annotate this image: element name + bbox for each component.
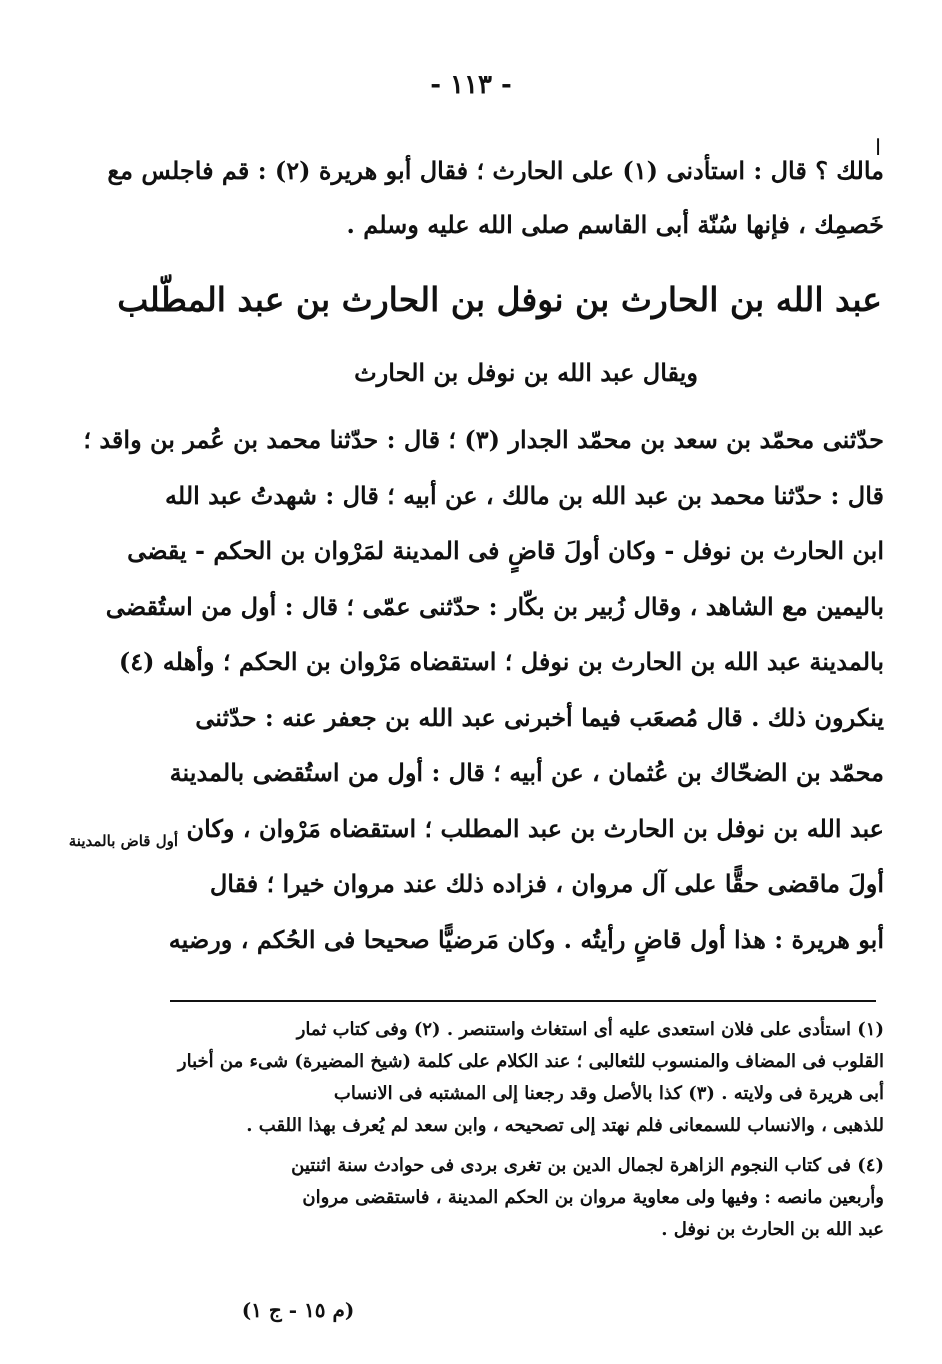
footnote-line: (١) استأدى على فلان استعدى عليه أى استغاث واستنصر . (٢) وفى كتاب ثمار xyxy=(296,1019,884,1040)
text-line: قال : حدّثنا محمد بن عبد الله بن مالك ، عن أبيه ؛ قال : شهدتُ عبد الله xyxy=(165,480,884,510)
page-number: - ١١٣ - xyxy=(430,70,512,100)
footnote-line: القلوب فى المضاف والمنسوب للثعالبى ؛ عند الكلام على كلمة (شيخ المضيرة) شىء من أخبار xyxy=(177,1051,884,1072)
text-line: ابن الحارث بن نوفل - وكان أولَ قاضٍ فى المدينة لمَرْوان بن الحكم - يقضى xyxy=(127,536,884,565)
text-line: خَصمِك ، فإنها سُنّة أبى القاسم صلى الله عليه وسلم . xyxy=(346,210,884,239)
text-line: عبد الله بن نوفل بن الحارث بن عبد المطلب ؛ استقضاه مَرْوان ، وكان xyxy=(186,813,884,843)
footnote-line: للذهبى ، والانساب للسمعانى فلم نهتد إلى تصحيحه ، وابن سعد لم يُعرف بهذا اللقب . xyxy=(246,1115,884,1136)
footnote-gap xyxy=(172,1142,884,1150)
text-line: محمّد بن الضحّاك بن عُثمان ، عن أبيه ؛ قال : أول من استُقضى بالمدينة xyxy=(169,758,884,787)
section-title: عبد الله بن الحارث بن نوفل بن الحارث بن عبد المطّلب xyxy=(117,280,882,319)
text-line: باليمين مع الشاهد ، وقال زُبير بن بكّار : حدّثنى عمّى ؛ قال : أول من استُقضى xyxy=(105,591,884,621)
footnote-line: (٤) فى كتاب النجوم الزاهرة لجمال الدين بن تغرى بردى فى حوادث سنة اثنتين xyxy=(291,1155,884,1176)
printer-signature: (م ١٥ - ج ١) xyxy=(241,1298,355,1322)
footnote-line: وأربعين مانصه : وفيها ولى معاوية مروان بن الحكم المدينة ، فاستقضى مروان xyxy=(302,1187,884,1208)
footnote-line: أبى هريرة فى ولايته . (٣) كذا بالأصل وقد رجعنا إلى المشتبه فى الانساب xyxy=(333,1083,884,1104)
text-line: أبو هريرة : هذا أول قاضٍ رأيتُه . وكان مَرضيًّا صحيحا فى الحُكم ، ورضيه xyxy=(168,924,884,954)
text-line: بالمدينة عبد الله بن الحارث بن نوفل ؛ استقضاه مَرْوان بن الحكم ؛ وأهله (٤) xyxy=(118,647,884,676)
footnotes xyxy=(172,1014,884,1246)
footnote-divider xyxy=(170,1000,876,1002)
margin-mark: ا xyxy=(875,136,882,161)
text-line: حدّثنى محمّد بن سعد بن محمّد الجدار (٣) ؛ قال : حدّثنا محمد بن عُمر بن واقد ؛ xyxy=(83,425,884,454)
text-line: مالك ؟ قال : استأدنى (١) على الحارث ؛ فقال أبو هريرة (٢) : قم فاجلس مع xyxy=(107,156,884,185)
footnote-line: عبد الله بن الحارث بن نوفل . xyxy=(661,1219,884,1240)
text-line: ينكرون ذلك . قال مُصعَب فيما أخبرنى عبد الله بن جعفر عنه : حدّثنى xyxy=(195,702,884,732)
text-line: أولَ ماقضى حقًّا على آل مروان ، فزاده ذلك عند مروان خيرا ؛ فقال xyxy=(209,869,884,898)
intro-paragraph xyxy=(107,144,884,252)
margin-note: أول قاض بالمدينة xyxy=(68,832,178,850)
section-subtitle: ويقال عبد الله بن نوفل بن الحارث xyxy=(354,358,698,387)
